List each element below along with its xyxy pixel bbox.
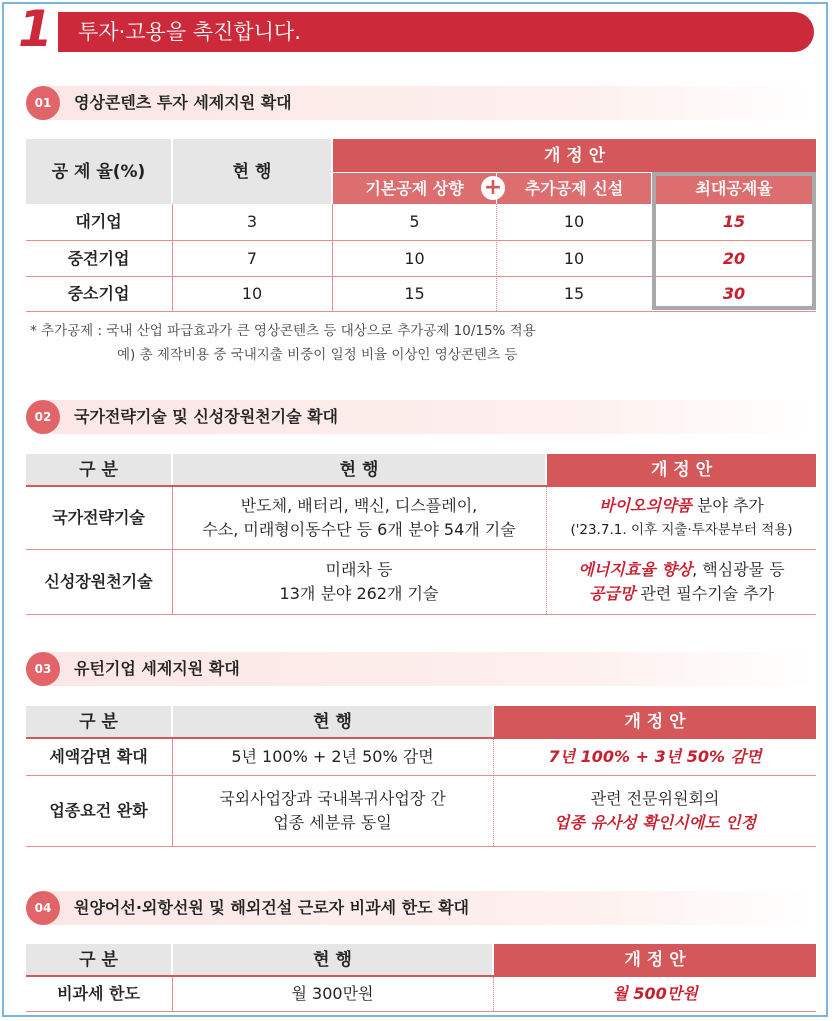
header-proposal: 개 정 안 <box>494 944 816 975</box>
cell-current: 7 <box>246 248 258 268</box>
proposal-line-2: 업종 유사성 확인시에도 인정 <box>553 813 757 832</box>
row-label: 업종요건 완화 <box>49 801 148 820</box>
section-02-header <box>26 400 816 434</box>
cell-current: 3 <box>246 212 258 231</box>
proposal-line-1 <box>578 558 784 582</box>
highlight-text: 에너지효율 향상 <box>578 560 693 579</box>
cell-extra: 15 <box>563 284 585 303</box>
section-title: 영상콘텐츠 투자 세제지원 확대 <box>74 93 292 112</box>
cell-basic: 5 <box>409 212 420 231</box>
cell-proposal <box>547 487 816 549</box>
row-divider <box>26 311 816 312</box>
header-basic-deduction: 기본공제 상향 <box>333 173 496 204</box>
plain-text: , 핵심광물 등 <box>692 560 785 579</box>
cell-current <box>173 550 545 614</box>
header-current: 현 행 <box>173 944 492 975</box>
header-proposal: 개 정 안 <box>547 454 816 485</box>
row-label: 비과세 한도 <box>57 984 140 1003</box>
header-proposal: 개 정 안 <box>333 139 816 172</box>
col-divider <box>496 204 497 311</box>
current-line-2: 업종 세분류 동일 <box>273 813 392 832</box>
cell-proposal: 7년 100% + 3년 50% 감면 <box>548 747 762 766</box>
header-deduction-rate: 공 제 율(%) <box>26 139 171 204</box>
row-label: 중소기업 <box>67 284 130 303</box>
cell-proposal <box>494 776 816 846</box>
highlight-text: 바이오의약품 <box>599 496 692 515</box>
section-badge: 01 <box>26 86 60 120</box>
col-divider <box>332 204 333 311</box>
cell-extra: 10 <box>563 212 585 231</box>
proposal-line-2 <box>589 582 774 606</box>
header-category: 구 분 <box>26 944 171 975</box>
section-title: 국가전략기술 및 신성장원천기술 확대 <box>74 407 339 426</box>
plain-text: 관련 필수기술 추가 <box>635 584 775 603</box>
header-category: 구 분 <box>26 706 171 737</box>
header-category: 구 분 <box>26 454 171 485</box>
cell-current <box>173 776 492 846</box>
cell-basic: 10 <box>404 248 425 268</box>
row-label: 국가전략기술 <box>52 508 145 527</box>
cell-proposal <box>547 550 816 614</box>
current-line-2: 수소, 미래형이동수단 등 6개 분야 54개 기술 <box>202 520 516 539</box>
cell-current <box>173 487 545 549</box>
current-line-2: 13개 분야 262개 기술 <box>279 584 439 603</box>
header-current: 현 행 <box>173 706 492 737</box>
row-divider <box>26 1011 816 1012</box>
current-line-1: 반도체, 배터리, 백신, 디스플레이, <box>240 496 478 515</box>
cell-max: 20 <box>722 248 746 268</box>
col-divider <box>546 487 547 614</box>
header-extra-deduction: 추가공제 신설 <box>497 173 651 204</box>
current-line-1: 미래차 등 <box>325 560 393 579</box>
section-title: 원양어선·외항선원 및 해외건설 근로자 비과세 한도 확대 <box>74 898 469 917</box>
col-divider <box>172 487 173 614</box>
row-label: 신성장원천기술 <box>44 572 153 591</box>
cell-basic: 15 <box>404 284 425 303</box>
highlight-text: 공급망 <box>588 584 636 603</box>
section-badge: 04 <box>26 891 60 925</box>
cell-current: 5년 100% + 2년 50% 감면 <box>231 747 434 766</box>
cell-current: 월 300만원 <box>291 984 374 1003</box>
col-divider <box>493 977 494 1011</box>
cell-extra: 10 <box>563 248 585 268</box>
section-badge: 03 <box>26 652 60 686</box>
footnote: * 추가공제 : 국내 산업 파급효과가 큰 영상콘텐츠 등 대상으로 추가공제 10/15% 적용 <box>30 323 536 339</box>
row-divider <box>26 846 816 847</box>
current-line-1: 국외사업장과 국내복귀사업장 간 <box>219 789 446 808</box>
cell-max: 30 <box>722 284 746 303</box>
cell-max: 15 <box>722 212 746 231</box>
proposal-line-2: ('23.7.1. 이후 지출·투자분부터 적용) <box>570 522 793 538</box>
section-01-header <box>26 86 816 120</box>
section-title: 유턴기업 세제지원 확대 <box>74 659 240 678</box>
proposal-line-1 <box>599 494 764 518</box>
col-divider <box>493 739 494 846</box>
row-label: 대기업 <box>75 212 122 231</box>
banner-number: 1 <box>18 0 49 58</box>
col-divider <box>172 204 173 311</box>
section-03-header <box>26 652 816 686</box>
header-max-rate: 최대공제율 <box>652 173 816 204</box>
col-divider <box>172 977 173 1011</box>
cell-current: 10 <box>241 284 263 303</box>
banner-title: 투자·고용을 촉진합니다. <box>78 20 301 44</box>
proposal-line-1: 관련 전문위원회의 <box>590 789 720 808</box>
row-divider <box>26 614 816 615</box>
cell-proposal: 월 500만원 <box>612 984 698 1003</box>
plus-icon: + <box>481 176 505 200</box>
header-proposal: 개 정 안 <box>494 706 816 737</box>
section-04-header <box>26 891 816 925</box>
col-divider <box>172 739 173 846</box>
header-current: 현 행 <box>173 139 331 204</box>
plain-text: 분야 추가 <box>691 496 764 515</box>
header-current: 현 행 <box>173 454 545 485</box>
max-rate-highlight-box <box>652 172 816 310</box>
section-badge: 02 <box>26 400 60 434</box>
row-label: 세액감면 확대 <box>49 747 148 766</box>
row-label: 중견기업 <box>67 248 130 268</box>
footnote-example: 예) 총 제작비용 중 국내지출 비중이 일정 비율 이상인 영상콘텐츠 등 <box>117 347 518 363</box>
